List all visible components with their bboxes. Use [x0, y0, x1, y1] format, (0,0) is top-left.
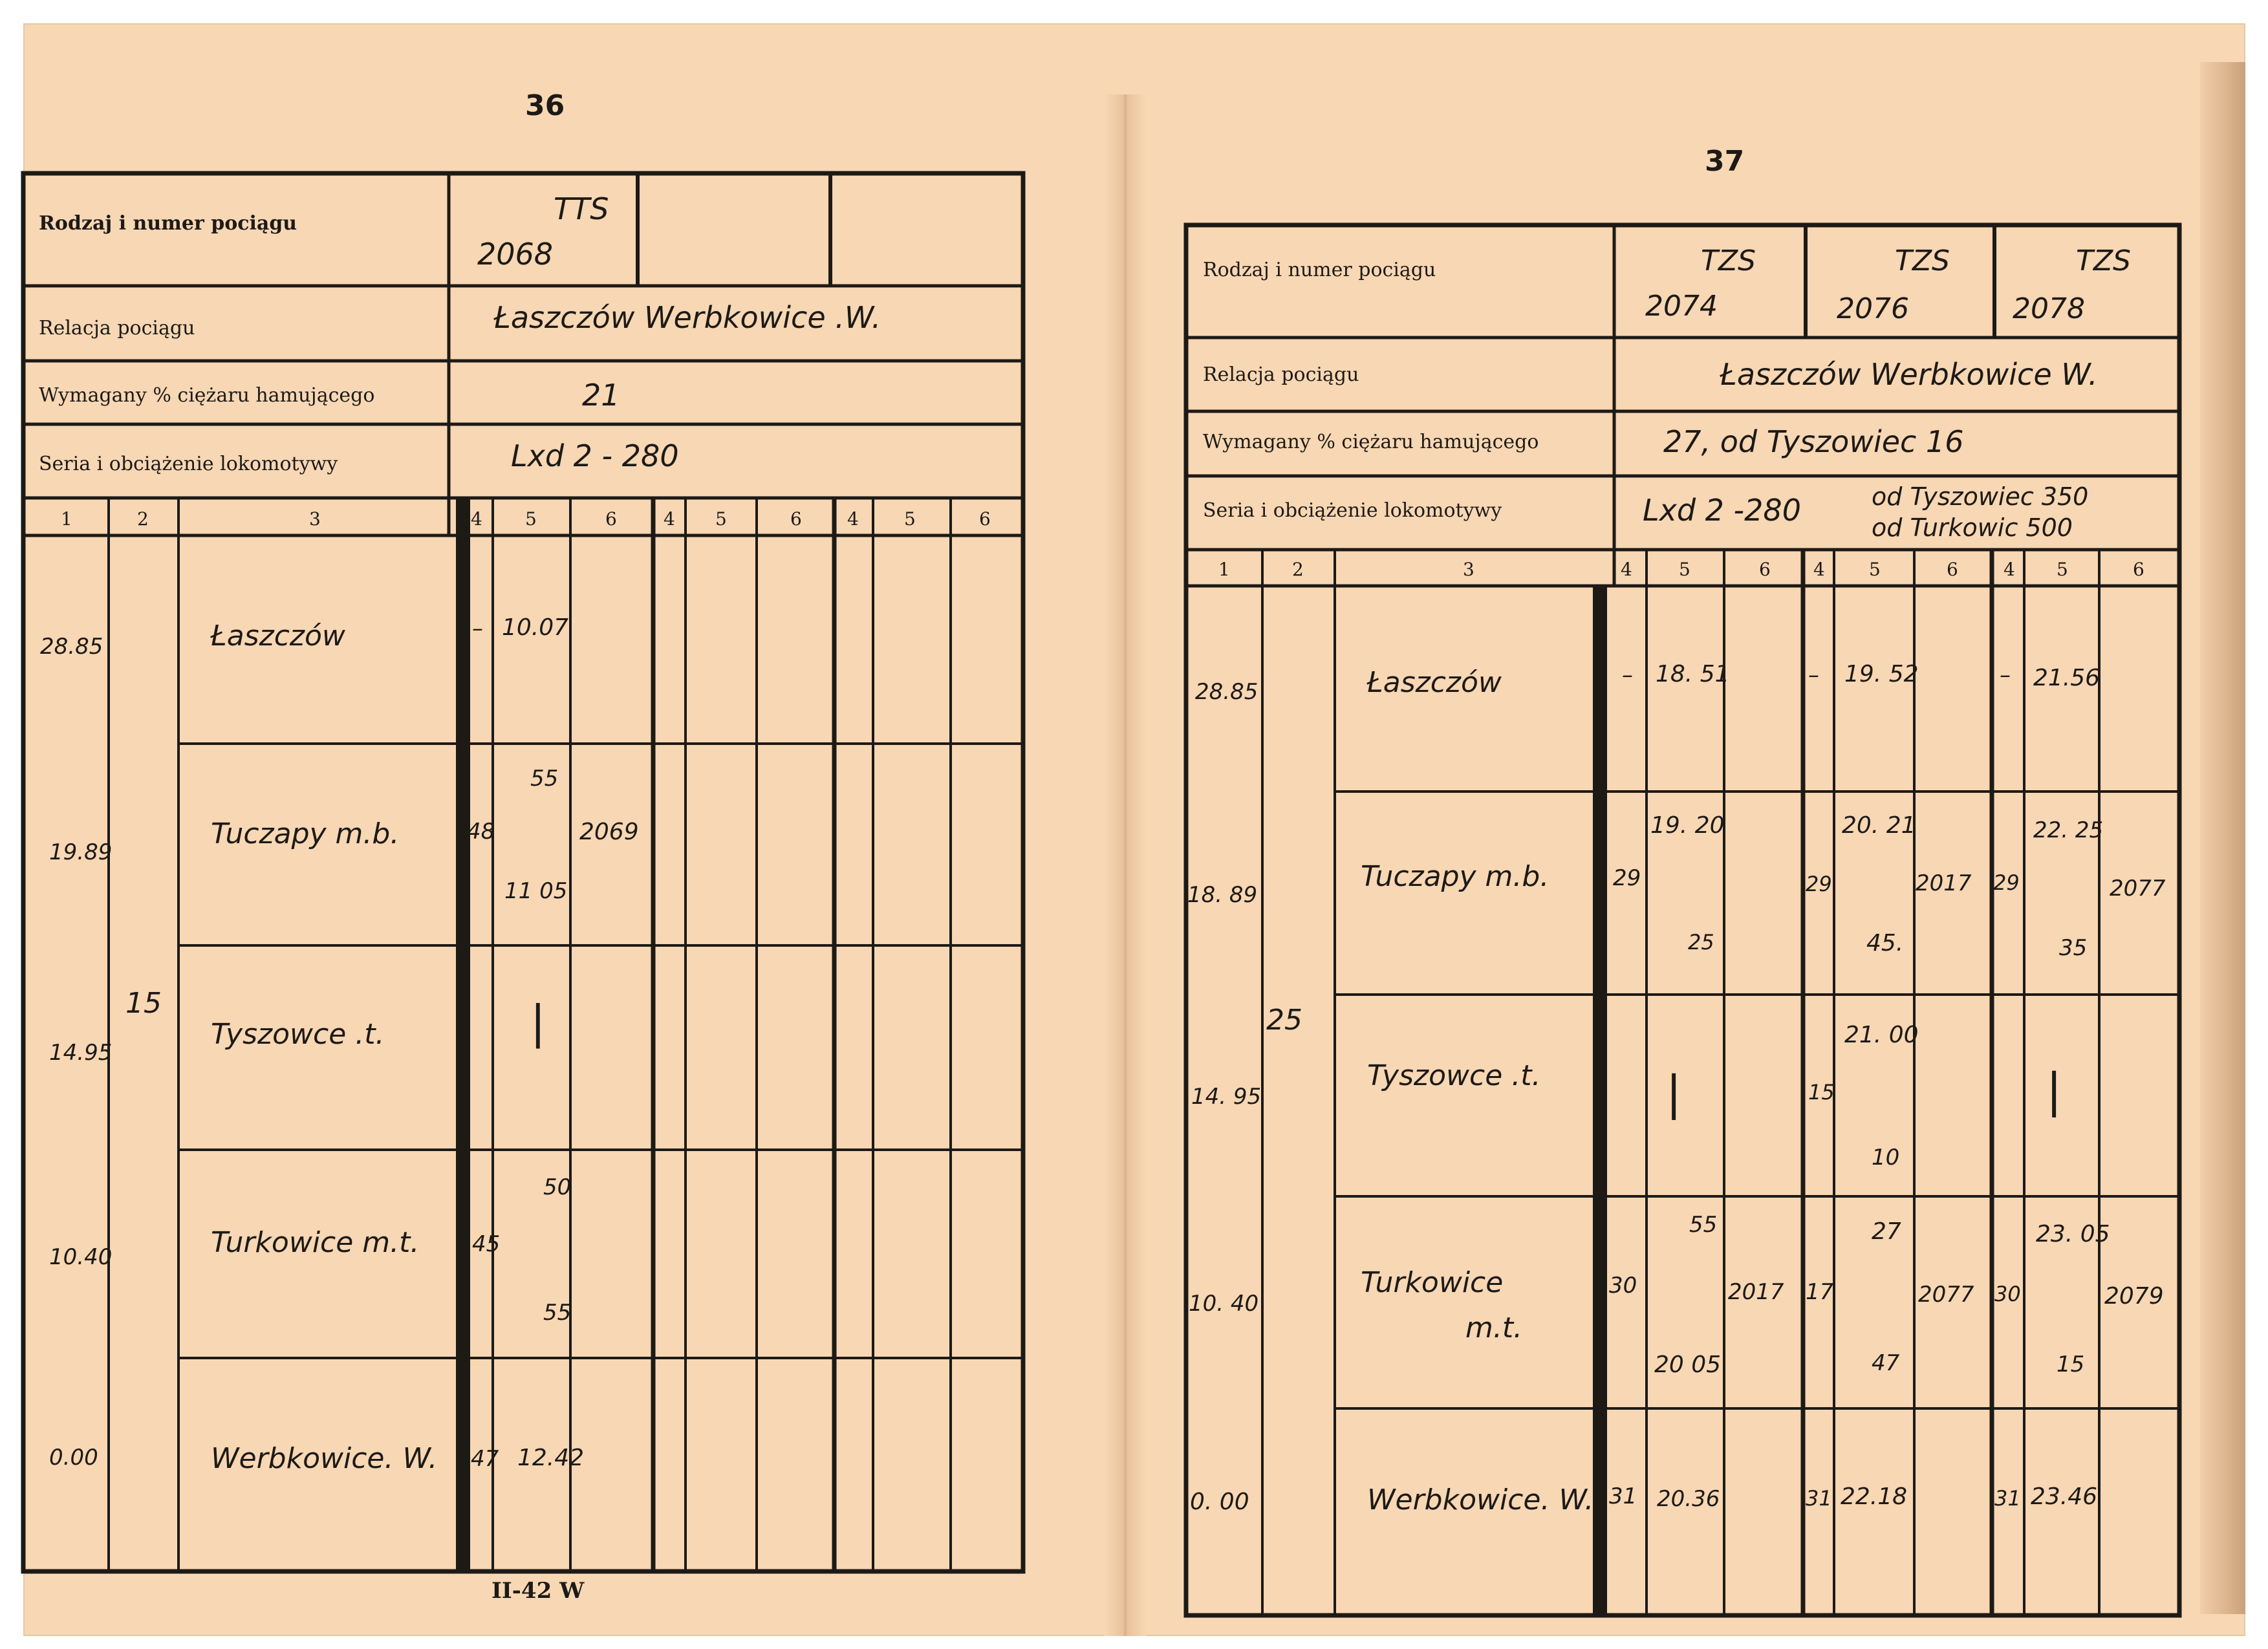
right-colnum-4a: 4	[1621, 559, 1632, 580]
right-t2-time-bottom-row-3: 10	[1872, 1145, 1900, 1170]
left-colnum-6a: 6	[605, 508, 617, 530]
right-page-number: 37	[1705, 145, 1745, 178]
left-arr-row-4: 45	[472, 1231, 501, 1257]
right-colnum-5b: 5	[1869, 559, 1881, 580]
right-t2-arr-row-2: 29	[1806, 872, 1832, 896]
right-t1-time-row-1: 18. 51	[1656, 661, 1730, 687]
right-t2-cross-row-2: 2017	[1916, 870, 1972, 896]
left-km-row-4: 10.40	[49, 1244, 113, 1270]
right-t3-time-row-1: 21.56	[2033, 665, 2101, 691]
left-km-row-1: 28.85	[40, 634, 103, 660]
left-series: Lxd 2 - 280	[511, 438, 679, 473]
right-t1-arr-row-5: 31	[1609, 1483, 1637, 1509]
left-colnum-2: 2	[137, 508, 149, 530]
right-t1-time-bottom-row-2: 25	[1688, 930, 1714, 954]
right-relation: Łaszczów Werbkowice W.	[1720, 357, 2098, 392]
left-colnum-4c: 4	[847, 508, 859, 530]
left-relation: Łaszczów Werbkowice .W.	[494, 300, 881, 335]
left-label-train: Rodzaj i numer pociągu	[39, 212, 297, 235]
right-label-brake: Wymagany % ciężaru hamującego	[1203, 431, 1539, 453]
right-t2-time-top-row-2: 20. 21	[1842, 812, 1916, 839]
right-t2-time-row-5: 22.18	[1841, 1483, 1908, 1510]
right-t3-arr-row-5: 31	[1994, 1486, 2021, 1511]
right-station-row-5: Werbkowice. W.	[1367, 1483, 1594, 1516]
right-km-row-4: 10. 40	[1189, 1291, 1259, 1317]
right-km-row-1: 28.85	[1195, 679, 1258, 705]
left-label-brake: Wymagany % ciężaru hamującego	[39, 384, 375, 407]
right-km-row-5: 0. 00	[1190, 1489, 1249, 1515]
right-t3-cross-row-2: 2077	[2110, 876, 2166, 901]
right-t2-time-bottom-row-4: 47	[1872, 1350, 1900, 1376]
left-colnum-6c: 6	[979, 508, 991, 530]
left-station-row-3: Tyszowce .t.	[211, 1018, 385, 1051]
right-km-row-2: 18. 89	[1187, 882, 1258, 908]
left-station-row-1: Łaszczów	[211, 620, 345, 652]
right-t2-arr-row-1: –	[1808, 662, 1819, 688]
right-colnum-3: 3	[1463, 559, 1474, 580]
right-t3-time-top-row-4: 23. 05	[2036, 1221, 2110, 1247]
right-km-interval: 25	[1266, 1004, 1302, 1037]
right-t3-cross-row-4: 2079	[2104, 1283, 2164, 1310]
right-t1-time-top-row-4: 55	[1689, 1212, 1718, 1238]
right-train-3-number: 2078	[2013, 292, 2085, 325]
right-series-note-1: od Tyszowiec 350	[1872, 482, 2089, 511]
left-train-type: TTS	[554, 191, 609, 226]
left-cross-row-2: 2069	[579, 819, 639, 845]
right-colnum-4c: 4	[2003, 559, 2015, 580]
left-station-row-4: Turkowice m.t.	[211, 1226, 420, 1259]
left-km-row-3: 14.95	[49, 1040, 113, 1066]
left-page-number: 36	[525, 89, 565, 122]
left-colnum-5c: 5	[904, 508, 916, 530]
left-pass-row-3: |	[530, 996, 546, 1049]
left-colnum-5a: 5	[525, 508, 537, 530]
right-t3-time-bottom-row-4: 15	[2057, 1352, 2085, 1377]
left-time-top-row-1: 10.07	[502, 614, 569, 641]
left-colnum-5b: 5	[715, 508, 727, 530]
right-train-1-type: TZS	[1701, 244, 1756, 277]
left-arr-row-1: –	[472, 616, 483, 641]
right-station-row-4-line2: m.t.	[1465, 1311, 1523, 1344]
left-time-top-row-5: 12.42	[517, 1445, 585, 1471]
right-t3-time-bottom-row-2: 35	[2059, 935, 2088, 961]
left-colnum-4a: 4	[471, 508, 482, 530]
right-t2-arr-row-4: 17	[1806, 1279, 1834, 1305]
right-t3-arr-row-2: 29	[1993, 870, 2020, 895]
right-label-relation: Relacja pociągu	[1203, 363, 1359, 386]
right-label-train: Rodzaj i numer pociągu	[1203, 259, 1436, 281]
right-colnum-5a: 5	[1679, 559, 1690, 580]
right-t2-arr-row-3: 15	[1808, 1080, 1835, 1105]
right-colnum-6c: 6	[2133, 559, 2144, 580]
right-station-row-4: Turkowice	[1361, 1266, 1504, 1299]
right-train-1-number: 2074	[1645, 290, 1718, 323]
right-colnum-6a: 6	[1759, 559, 1771, 580]
left-colnum-3: 3	[309, 508, 321, 530]
right-colnum-1: 1	[1218, 559, 1230, 580]
right-train-3-type: TZS	[2076, 244, 2131, 277]
right-train-2-number: 2076	[1837, 292, 1909, 325]
left-km-row-2: 19.89	[49, 839, 113, 865]
right-colnum-2: 2	[1292, 559, 1304, 580]
right-t1-arr-row-4: 30	[1609, 1273, 1637, 1299]
right-t1-cross-row-4: 2017	[1728, 1279, 1784, 1305]
left-time-bottom-row-4: 55	[543, 1300, 572, 1326]
right-t1-time-bottom-row-4: 20 05	[1654, 1352, 1722, 1378]
right-station-row-3: Tyszowce .t.	[1367, 1059, 1541, 1092]
right-t1-arr-row-2: 29	[1613, 865, 1641, 891]
left-colnum-1: 1	[61, 508, 72, 530]
right-t3-arr-row-1: –	[2000, 662, 2011, 688]
right-t1-time-top-row-2: 19. 20	[1650, 812, 1725, 839]
left-arr-row-5: 47	[471, 1446, 499, 1472]
left-time-top-row-2: 55	[530, 766, 559, 792]
right-t2-time-top-row-4: 27	[1872, 1218, 1901, 1245]
right-series: Lxd 2 -280	[1643, 493, 1801, 528]
left-time-top-row-4: 50	[543, 1174, 572, 1200]
right-colnum-6b: 6	[1947, 559, 1958, 580]
left-arr-row-2: 48	[467, 819, 495, 845]
right-series-note-2: od Turkowic 500	[1872, 513, 2073, 542]
right-colnum-4b: 4	[1813, 559, 1825, 580]
left-time-bottom-row-2: 11 05	[504, 878, 568, 904]
right-t1-arr-row-1: –	[1622, 662, 1633, 688]
left-station-row-5: Werbkowice. W.	[211, 1442, 438, 1475]
left-station-row-2: Tuczapy m.b.	[211, 817, 400, 850]
right-t2-arr-row-5: 31	[1806, 1486, 1832, 1511]
right-t1-time-row-5: 20.36	[1657, 1486, 1720, 1512]
left-label-relation: Relacja pociągu	[39, 317, 195, 339]
right-station-row-1: Łaszczów	[1367, 666, 1502, 699]
right-t3-time-row-5: 23.46	[2031, 1483, 2098, 1510]
right-t2-cross-row-4: 2077	[1918, 1282, 1974, 1308]
right-km-row-3: 14. 95	[1191, 1084, 1262, 1110]
right-t2-time-bottom-row-2: 45.	[1866, 930, 1904, 956]
left-km-interval: 15	[125, 987, 162, 1020]
left-colnum-4b: 4	[664, 508, 675, 530]
right-brake: 27, od Tyszowiec 16	[1663, 424, 1964, 459]
left-label-series: Seria i obciążenie lokomotywy	[39, 453, 338, 475]
right-t3-arr-row-4: 30	[1994, 1282, 2021, 1306]
right-t2-time-top-row-3: 21. 00	[1844, 1022, 1919, 1048]
right-label-series: Seria i obciążenie lokomotywy	[1203, 499, 1502, 522]
right-train-2-type: TZS	[1895, 244, 1950, 277]
right-t3-pass-row-3: |	[2046, 1063, 2062, 1117]
left-colnum-6b: 6	[790, 508, 802, 530]
left-page-footer: II-42 W	[491, 1578, 585, 1604]
right-t2-time-row-1: 19. 52	[1844, 661, 1919, 687]
right-t1-pass-row-3: |	[1666, 1066, 1682, 1120]
left-km-row-5: 0.00	[49, 1445, 98, 1471]
left-brake: 21	[582, 378, 620, 413]
right-station-row-2: Tuczapy m.b.	[1361, 860, 1550, 893]
right-t3-time-top-row-2: 22. 25	[2033, 817, 2104, 843]
right-colnum-5c: 5	[2057, 559, 2068, 580]
left-train-number: 2068	[477, 237, 554, 272]
